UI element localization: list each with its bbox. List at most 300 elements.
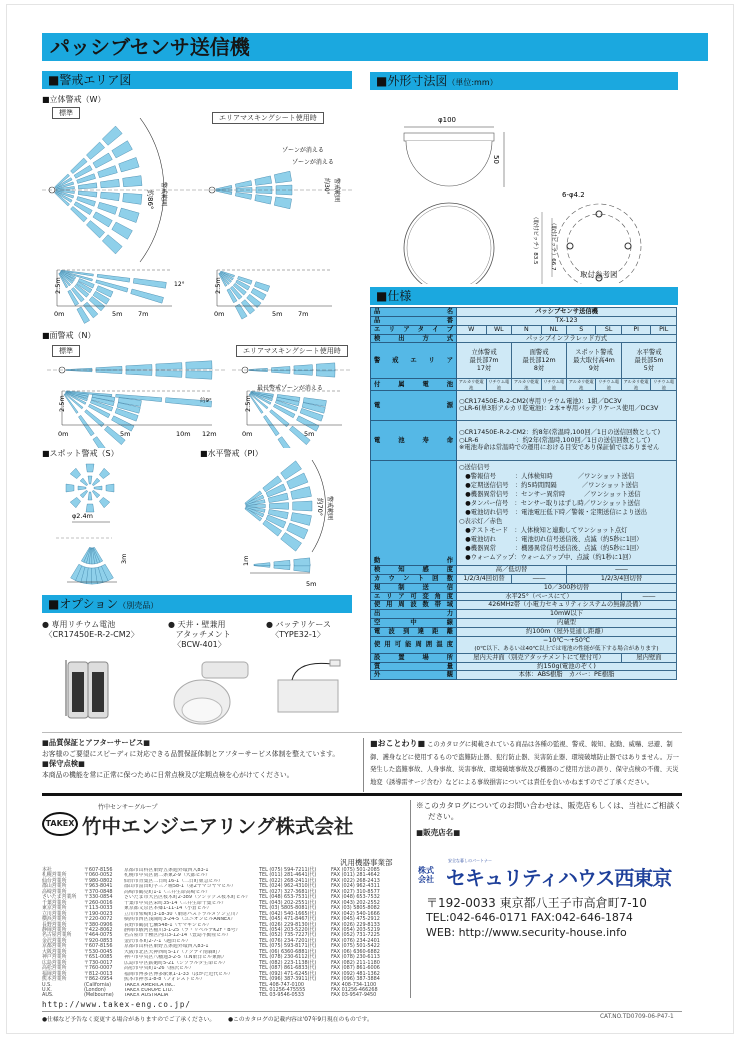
company-division: 汎用機器事業部 bbox=[340, 858, 393, 867]
office-zip: 〒980-0802 bbox=[84, 877, 113, 884]
office-fax: FAX (082) 211-1180 bbox=[331, 959, 380, 966]
office-fax: FAX (011) 281-4642 bbox=[331, 872, 380, 879]
angle-label: 約30° bbox=[323, 178, 330, 195]
office-zip: (Melbourne) bbox=[84, 992, 114, 999]
detection-beam bbox=[66, 361, 212, 370]
office-tel: TEL (087) 861-6833(代) bbox=[259, 965, 317, 972]
beam-segment bbox=[156, 371, 182, 378]
office-address: 立川市柴崎町3-18-30（東財パストラルメゾン立川） bbox=[124, 911, 241, 917]
office-zip: (California) bbox=[84, 981, 112, 988]
attachment-image bbox=[174, 662, 248, 724]
office-address: 大阪市北区天神西町5-17（アクティ南森町） bbox=[124, 949, 223, 955]
distance-label: 0m bbox=[214, 310, 225, 318]
beam-segment bbox=[126, 370, 152, 375]
office-address: 札幌市中央区南二条東2-9（大都ビル） bbox=[124, 873, 211, 879]
distance-label: 0m bbox=[58, 430, 69, 438]
operation-line: ●機器異常 ：機器異常信号送信後、点滅（約5秒に1回） bbox=[459, 545, 643, 553]
spec-label: 動作 bbox=[371, 460, 457, 565]
detection-beam bbox=[254, 558, 310, 566]
office-zip: 〒920-0853 bbox=[84, 937, 113, 944]
maintenance-text: 本商品の機能を常に正常に保つために日常点検及び定期点検を心がけてください。 bbox=[42, 770, 294, 779]
office-address: 東京都文京区本郷1-11-14（小倉ビル） bbox=[124, 906, 212, 912]
spec-value bbox=[457, 460, 677, 565]
office-name: 千葉営業所 bbox=[42, 899, 67, 906]
beam-segment bbox=[269, 503, 288, 510]
spec-value: 約100m（屋外見通し距離） bbox=[457, 627, 677, 636]
spec-label: 電池寿命 bbox=[371, 420, 457, 460]
spec-value: −10℃〜+50℃ (0℃以下、あるいは40℃以上では電池の性能が低下する場合があります) bbox=[457, 636, 677, 653]
office-zip: 〒607-8156 bbox=[84, 867, 113, 873]
beam-segment bbox=[123, 176, 142, 187]
office-fax: FAX (087) 861-6006 bbox=[331, 965, 380, 972]
beam-segment bbox=[106, 484, 114, 492]
office-tel: TEL (03) 5805-8081(代) bbox=[259, 905, 317, 912]
beam-segment bbox=[94, 486, 102, 490]
office-tel: TEL (092) 471-6245(代) bbox=[259, 970, 317, 977]
office-tel: TEL (06) 6360-6881(代) bbox=[259, 948, 317, 955]
office-zip: 〒963-8041 bbox=[84, 883, 113, 890]
office-tel: TEL (076) 234-7201(代) bbox=[259, 937, 317, 944]
option-name: 天井・壁兼用 bbox=[177, 620, 226, 629]
office-address: 仙台市青葉区二日町16-1（二日町東急ビル） bbox=[124, 878, 224, 884]
office-zip: 〒862-0954 bbox=[84, 976, 113, 983]
office-name: 札幌営業所 bbox=[42, 872, 67, 879]
office-address: 京都市山科区東野五条通外環西入83-1 bbox=[124, 868, 209, 873]
office-fax: FAX (048) 653-7532 bbox=[331, 894, 380, 901]
detection-beam bbox=[56, 190, 142, 204]
area-type: SL bbox=[596, 325, 622, 334]
spec-value: ○CR17450E-R-2-CM2：約8年(常温時,100回／1日の送信回数として) ○LR-6 ：約2年(常温時,100回／1日の送信回数として) ※電池寿命は常温時での運用における目安であり保証値ではありません bbox=[457, 420, 677, 460]
spec-value: ―― bbox=[512, 574, 567, 583]
spec-row-antenna bbox=[371, 619, 677, 628]
office-fax: FAX (027) 310-8577 bbox=[331, 888, 380, 895]
office-zip: 〒422-8062 bbox=[84, 926, 113, 933]
zone-gone-label: ゾーンが消える bbox=[282, 147, 324, 154]
spec-label: 出力 bbox=[371, 610, 457, 619]
operation-line: ○表示灯／赤色 bbox=[459, 518, 503, 526]
option-name: バッテリケース bbox=[275, 620, 331, 629]
beam-segment bbox=[93, 212, 112, 227]
office-name: 福岡営業所 bbox=[42, 970, 67, 977]
spec-label: 規制送信 bbox=[371, 583, 457, 592]
divider bbox=[42, 732, 682, 733]
office-name: 長野営業所 bbox=[42, 921, 67, 928]
office-zip: 〒730-0017 bbox=[84, 959, 113, 966]
height-label: 1m bbox=[242, 555, 250, 566]
label-standard: 標準 bbox=[52, 107, 80, 119]
spec-value: ―― bbox=[567, 565, 677, 574]
operation-line: ○送信信号 bbox=[459, 464, 490, 472]
inquiry-note: ※このカタログについてのお問い合わせは、販売店もしくは、当社にご相談ください。 bbox=[416, 801, 682, 821]
office-row bbox=[42, 993, 404, 998]
beam-segment bbox=[112, 222, 133, 239]
catalog-number: CAT.NO.TD0709-06-P47-1 bbox=[600, 1014, 674, 1020]
office-tel: TEL (042) 540-1665(代) bbox=[259, 910, 317, 917]
operation-line: ●ウォームアップ：ウォームアップ中、点滅（約1秒に1回） bbox=[459, 554, 635, 562]
spec-label: 付属電池 bbox=[371, 379, 457, 391]
office-address: 横浜市西区浅間町3-24-5（ユニオンビルANNEX） bbox=[124, 917, 236, 923]
beam-segment bbox=[291, 513, 312, 526]
dealer-web[interactable]: WEB: http://www.security-house.info bbox=[426, 926, 627, 939]
angle-label: 約70° bbox=[316, 498, 324, 517]
distance-label: 12m bbox=[202, 430, 217, 438]
office-name: U.K. bbox=[42, 986, 52, 993]
section-option bbox=[42, 595, 352, 613]
spec-label: 使用周波数帯域 bbox=[371, 601, 457, 610]
spec-label: 品番 bbox=[371, 316, 457, 325]
office-address: 長野市鶴賀七瀬548-1（ヤマギシビル） bbox=[124, 922, 212, 928]
spec-label: カウント回数 bbox=[371, 574, 457, 583]
subsection-s: ■スポット警戒（S） bbox=[42, 449, 119, 458]
spec-row-temperature bbox=[371, 636, 677, 653]
beam-segment bbox=[119, 157, 139, 172]
distance-label: 5m bbox=[112, 310, 123, 318]
detection-beam bbox=[56, 176, 142, 190]
spec-value: 面警戒 最長部12m 8対 bbox=[512, 343, 567, 379]
height-label: 2.5m bbox=[214, 277, 222, 294]
beam-segment bbox=[131, 289, 164, 303]
office-fax: FAX (06) 6360-6882 bbox=[331, 948, 380, 955]
distance-label: 10m bbox=[176, 430, 191, 438]
spec-label: 検知感度 bbox=[371, 565, 457, 574]
beam-segment bbox=[316, 363, 335, 371]
area-type: S bbox=[567, 325, 596, 334]
office-fax: FAX (078) 230-6113 bbox=[331, 954, 380, 961]
office-fax: FAX (075) 501-2085 bbox=[331, 867, 380, 873]
operation-line: ●機器異常信号 ：センサー異常時 ／ワンショット送信 bbox=[459, 491, 641, 499]
battery-case-image bbox=[278, 660, 340, 712]
office-address: さいたま市大宮区桜木町2-389（ブジックス桜木町ビル） bbox=[124, 895, 251, 901]
section-title: ■警戒エリア図 bbox=[48, 73, 132, 87]
company-url[interactable]: http://www.takex-eng.co.jp/ bbox=[42, 1000, 191, 1009]
subsection-pi: ■水平警戒（PI） bbox=[200, 449, 263, 458]
divider bbox=[363, 738, 364, 792]
office-zip: 〒380-0906 bbox=[84, 921, 113, 928]
operation-line: ●電池切れ信号 ：電池電圧低下時／警報・定期送信により送出 bbox=[459, 509, 648, 517]
beam-segment bbox=[102, 126, 122, 145]
lithium-battery-image bbox=[66, 660, 108, 718]
divider bbox=[42, 1011, 682, 1012]
office-fax: FAX (043) 202-2552 bbox=[331, 899, 380, 906]
office-zip: 〒190-0023 bbox=[84, 910, 113, 917]
spec-value: アルカリ乾電池 bbox=[512, 379, 541, 391]
holes-label: 6-φ4.2 bbox=[562, 191, 585, 199]
beam-segment bbox=[78, 191, 97, 197]
office-name: 高崎営業所 bbox=[42, 888, 67, 895]
office-address: 熊本市神水1-8-8（フォレストビル） bbox=[124, 977, 205, 983]
spec-value: 水平警戒 最長部5m 5対 bbox=[621, 343, 676, 379]
office-fax: FAX (042) 540-1666 bbox=[331, 910, 380, 917]
beam-segment bbox=[92, 478, 100, 486]
detection-beam bbox=[70, 490, 88, 508]
office-fax: FAX (026) 229-8133 bbox=[331, 921, 380, 928]
diameter-label: φ2.4m bbox=[72, 512, 93, 520]
office-address: 京都市山科区東野五条通外環西入83-1 bbox=[124, 944, 209, 950]
beam-segment bbox=[86, 221, 104, 238]
beam-segment bbox=[294, 365, 313, 371]
beam-segment bbox=[156, 363, 182, 370]
office-fax: FAX (075) 501-5422 bbox=[331, 943, 380, 950]
office-name: 京都営業所 bbox=[42, 943, 67, 950]
dealer-tagline: 安全な暮しのパートナー bbox=[448, 858, 492, 863]
option-item: ● 天井・壁兼用 アタッチメント 〈BCW-401〉 bbox=[168, 620, 231, 649]
spec-value: 本体：ABS樹脂 カバー：PE樹脂 bbox=[457, 671, 677, 680]
office-tel: TEL (027) 327-3681(代) bbox=[259, 888, 317, 895]
spec-value: リチウム電池 bbox=[596, 379, 622, 391]
detection-beam bbox=[66, 484, 86, 492]
office-fax: FAX (024) 962-4311 bbox=[331, 883, 380, 890]
beam-segment bbox=[80, 478, 88, 486]
beam-segment bbox=[97, 274, 130, 282]
angle-label: 約86° bbox=[146, 190, 154, 210]
qa-text: お客様のご要望にスピーディに対応できる品質保証体制とアフターサービス体制を整えています。 bbox=[42, 749, 340, 758]
office-zip: 〒113-0033 bbox=[84, 905, 113, 912]
spec-row-angle bbox=[371, 592, 677, 601]
operation-line: ●テストモード ：人体検知と連動してワンショット点灯 bbox=[459, 527, 628, 535]
height-label: 50 bbox=[492, 155, 500, 164]
section-area-diagram bbox=[42, 71, 352, 89]
office-fax: FAX (054) 203-5219 bbox=[331, 926, 380, 933]
label-standard: 標準 bbox=[52, 345, 80, 357]
beam-segment bbox=[254, 563, 270, 566]
spec-value: 10／300秒切替 bbox=[457, 583, 677, 592]
office-address: 広島市中区鉄砲町5-21（ジブラルタ生命ビル） bbox=[124, 960, 228, 966]
operation-line: ●警報信号 ：人体検知時 ／ワンショット送信 bbox=[459, 473, 635, 481]
spec-label: 設置場所 bbox=[371, 653, 457, 662]
spec-label: エリア可変角度 bbox=[371, 592, 457, 601]
spec-value: 10mW以下 bbox=[457, 610, 677, 619]
option-item: ● 専用リチウム電池 〈CR17450E-R-2-CM2〉 bbox=[42, 620, 139, 639]
spec-row-appearance bbox=[371, 671, 677, 680]
beam-segment bbox=[70, 497, 80, 507]
office-tel: TEL (075) 594-7211(代) bbox=[259, 867, 317, 873]
office-tel: TEL (048) 653-7531(代) bbox=[259, 894, 317, 901]
office-tel: TEL (078) 230-6112(代) bbox=[259, 954, 317, 961]
beam-segment bbox=[86, 142, 104, 159]
maintenance-title: ■保守点検■ bbox=[42, 759, 85, 768]
office-name: 本社 bbox=[42, 867, 52, 873]
page-title: パッシブセンサ送信機 bbox=[42, 33, 708, 61]
spec-label: エリアタイプ bbox=[371, 325, 457, 334]
divider bbox=[410, 800, 411, 998]
office-zip: 〒530-0045 bbox=[84, 948, 113, 955]
office-name: 高松営業所 bbox=[42, 965, 67, 972]
angle-label: 約9° bbox=[200, 398, 212, 404]
option-model: 〈CR17450E-R-2-CM2〉 bbox=[44, 630, 139, 639]
operation-line: ●電池切れ ：電池切れ信号送信後、点滅（約5秒に1回） bbox=[459, 536, 643, 544]
office-name: 東京営業所 bbox=[42, 905, 67, 912]
height-label: 2.5m bbox=[244, 395, 252, 412]
detection-beam bbox=[94, 484, 114, 492]
section-note: （単位:mm） bbox=[447, 78, 498, 87]
office-address: 金沢市本町2-7-1（越田ビル） bbox=[124, 938, 191, 944]
disclaimer-text: このカタログに掲載されている商品は各種の監視、警戒、報知、起動、威嚇、忌避、制御、護身などに使用するもので盗難防止器、犯行防止器、災害防止器、環境破壊防止器ではありません。万一発生した盗難事故、人身事故、災害事故、環境破壊事故及び機器のご使用方法の誤り、保守点検の不備、天災地変（誘導雷サージ含む）などによる事故損害については責任を負いかねますのでご了承ください。 bbox=[370, 741, 679, 786]
takex-logo: TAKEX bbox=[42, 812, 78, 836]
option-model: 〈BCW-401〉 bbox=[173, 640, 226, 649]
office-tel: TEL 01256-475555 bbox=[259, 986, 306, 993]
disclaimer bbox=[370, 738, 680, 789]
area-type: W bbox=[457, 325, 487, 334]
office-address: 福岡市博多区博多駅東1-1-33（はかた近代ビル） bbox=[124, 971, 233, 977]
spec-row-output bbox=[371, 610, 677, 619]
zone-gone-label: 最長警戒ゾーンが消える bbox=[257, 385, 323, 392]
office-tel: TEL (026) 229-8130(代) bbox=[259, 921, 317, 928]
section-title: ■仕様 bbox=[376, 289, 412, 303]
diameter-label: φ100 bbox=[438, 116, 456, 124]
beam-segment bbox=[100, 192, 119, 201]
notes-left bbox=[42, 738, 360, 780]
detection-beam bbox=[70, 468, 88, 486]
beam-segment bbox=[293, 501, 312, 511]
office-fax: FAX 03-9547-9450 bbox=[331, 992, 377, 999]
dealer-name: セキュリティハウス西東京 bbox=[446, 866, 672, 890]
office-address: 高崎市鶴見町1-1（三井生命高崎ビル） bbox=[124, 889, 211, 895]
spec-label: 検出方式 bbox=[371, 334, 457, 343]
beam-segment bbox=[70, 468, 80, 478]
spec-value: 高／低切替 bbox=[457, 565, 567, 574]
office-zip: 〒370-0848 bbox=[84, 888, 113, 895]
beam-segment bbox=[235, 181, 251, 188]
range-label: 警戒範囲 bbox=[160, 182, 167, 207]
spec-row-frequency bbox=[371, 601, 677, 610]
beam-segment bbox=[294, 558, 310, 566]
spec-row-count bbox=[371, 574, 677, 583]
spec-row-type bbox=[371, 325, 677, 334]
area-type: PI bbox=[621, 325, 650, 334]
spec-value: 内蔵型 bbox=[457, 619, 677, 628]
dealer-phone: TEL:042-646-0171 FAX:042-646-1874 bbox=[426, 911, 633, 924]
spec-label: 電波到達距離 bbox=[371, 627, 457, 636]
beam-segment bbox=[133, 278, 166, 288]
option-item: ● バッテリケース 〈TYPE32-1〉 bbox=[266, 620, 331, 639]
beam-segment bbox=[88, 476, 92, 484]
spec-row-sensitivity bbox=[371, 565, 677, 574]
beam-segment bbox=[86, 464, 94, 472]
section-title: ■外形寸法図 bbox=[376, 74, 448, 88]
spec-value: パッシブセンサ送信機 bbox=[457, 308, 677, 317]
beam-segment bbox=[98, 202, 118, 214]
office-tel: TEL (045) 471-8467(代) bbox=[259, 916, 317, 923]
w-area-diagram bbox=[42, 118, 352, 328]
company-name: 竹中エンジニアリング株式会社 bbox=[82, 815, 354, 838]
label-masking: エリアマスキングシート使用時 bbox=[212, 112, 324, 124]
spec-label: 電源 bbox=[371, 390, 457, 420]
pitch-label: （取付ピッチ）83.5 bbox=[532, 214, 538, 265]
s-pi-area-diagram bbox=[42, 460, 352, 590]
spec-value: アルカリ乾電池 bbox=[457, 379, 487, 391]
office-fax: FAX (052) 731-7225 bbox=[331, 932, 380, 939]
beam-segment bbox=[80, 490, 88, 498]
angle-label: 12° bbox=[174, 281, 185, 288]
distance-label: 7m bbox=[138, 310, 149, 318]
spec-value: アルカリ乾電池 bbox=[621, 379, 650, 391]
beam-segment bbox=[274, 560, 290, 565]
office-name: さいたま営業所 bbox=[42, 894, 77, 901]
office-name: U.S. bbox=[42, 981, 52, 988]
office-address: 名古屋市千種区内山3-12-14（豊島不動産ビル） bbox=[124, 933, 232, 939]
beam-segment bbox=[93, 437, 110, 448]
office-address: TAKEX EUROPE LTD. bbox=[124, 987, 174, 993]
option-name: アタッチメント bbox=[175, 630, 231, 639]
beam-segment bbox=[274, 171, 291, 183]
office-tel: TEL (054) 203-5220(代) bbox=[259, 926, 317, 933]
detection-beam bbox=[92, 468, 110, 486]
distance-label: 0m bbox=[242, 430, 253, 438]
beam-segment bbox=[100, 179, 119, 188]
spec-value: リチウム電池 bbox=[651, 379, 677, 391]
spec-row-range bbox=[371, 627, 677, 636]
spec-row-life bbox=[371, 420, 677, 460]
beam-segment bbox=[291, 487, 312, 500]
beam-segment bbox=[88, 492, 92, 500]
office-name: 郡山営業所 bbox=[42, 883, 67, 890]
area-type: PIL bbox=[651, 325, 677, 334]
zone-gone-label: ゾーンが消える bbox=[292, 159, 334, 166]
section-note: （別売品） bbox=[118, 601, 159, 610]
beam-segment bbox=[123, 193, 142, 204]
pitch-label: （取付ピッチ）66.7 bbox=[550, 220, 556, 271]
distance-label: 5m bbox=[304, 430, 315, 438]
spec-value: ―― bbox=[621, 592, 676, 601]
spec-value: 約150g(電池のぞく) bbox=[457, 662, 677, 671]
distance-label: 5m bbox=[306, 580, 317, 588]
detection-beam bbox=[92, 490, 110, 508]
office-fax: FAX (03) 5805-8082 bbox=[331, 905, 380, 912]
office-tel: TEL (043) 202-2551(代) bbox=[259, 899, 317, 906]
office-name: 名古屋営業所 bbox=[42, 932, 72, 939]
spec-row-model bbox=[371, 316, 677, 325]
spec-row-name bbox=[371, 308, 677, 317]
spec-value: 屋内壁面 bbox=[621, 653, 676, 662]
beam-segment bbox=[126, 364, 152, 369]
beam-segment bbox=[66, 484, 74, 492]
operation-line: ●定期送信信号 ：約5時間間隔 ／ワンショット送信 bbox=[459, 482, 639, 490]
distance-label: 0m bbox=[54, 310, 65, 318]
spec-value: 立体警戒 最長部7m 17対 bbox=[457, 343, 512, 379]
beam-segment bbox=[255, 176, 272, 185]
section-title: ■オプション bbox=[48, 597, 119, 611]
qa-title: ■品質保証とアフターサービス■ bbox=[42, 738, 151, 747]
detection-beam bbox=[86, 464, 94, 484]
office-name: 横浜営業所 bbox=[42, 916, 67, 923]
spec-row-operation bbox=[371, 460, 677, 565]
subsection-w: ■立体警戒（W） bbox=[42, 95, 106, 104]
section-spec bbox=[370, 287, 678, 305]
footer-note: ●仕様など予告なく変更する場合がありますのでご了承ください。 bbox=[42, 1017, 216, 1023]
office-address: TAKEX AUSTRALIA bbox=[124, 993, 169, 999]
office-zip: 〒760-0007 bbox=[84, 965, 113, 972]
office-fax: FAX (076) 234-2401 bbox=[331, 937, 380, 944]
beam-segment bbox=[274, 197, 291, 209]
dealer-address: 〒192-0033 東京都八王子市高倉町7-10 bbox=[426, 896, 647, 910]
spec-row-mass bbox=[371, 662, 677, 671]
spec-value: 屋内天井面（別売アタッチメントにて壁付可） bbox=[457, 653, 622, 662]
office-address: 静岡市駿河区稲川3-1-25（ラ・リベルテK2F・B号） bbox=[124, 927, 241, 933]
office-tel: TEL (082) 223-1138(代) bbox=[259, 959, 317, 966]
beam-segment bbox=[99, 468, 109, 478]
detection-beam bbox=[249, 363, 335, 371]
beam-segment bbox=[86, 504, 94, 512]
office-name: 神戸営業所 bbox=[42, 954, 67, 961]
distance-label: 5m bbox=[272, 310, 283, 318]
office-fax: FAX (096) 387-3884 bbox=[331, 976, 380, 983]
office-name: 大阪営業所 bbox=[42, 948, 67, 955]
spec-value: TX-123 bbox=[457, 316, 677, 325]
office-name: 広島営業所 bbox=[42, 959, 67, 966]
label-masking: エリアマスキングシート使用時 bbox=[236, 345, 348, 357]
beam-segment bbox=[93, 153, 112, 168]
beam-segment bbox=[102, 235, 122, 254]
